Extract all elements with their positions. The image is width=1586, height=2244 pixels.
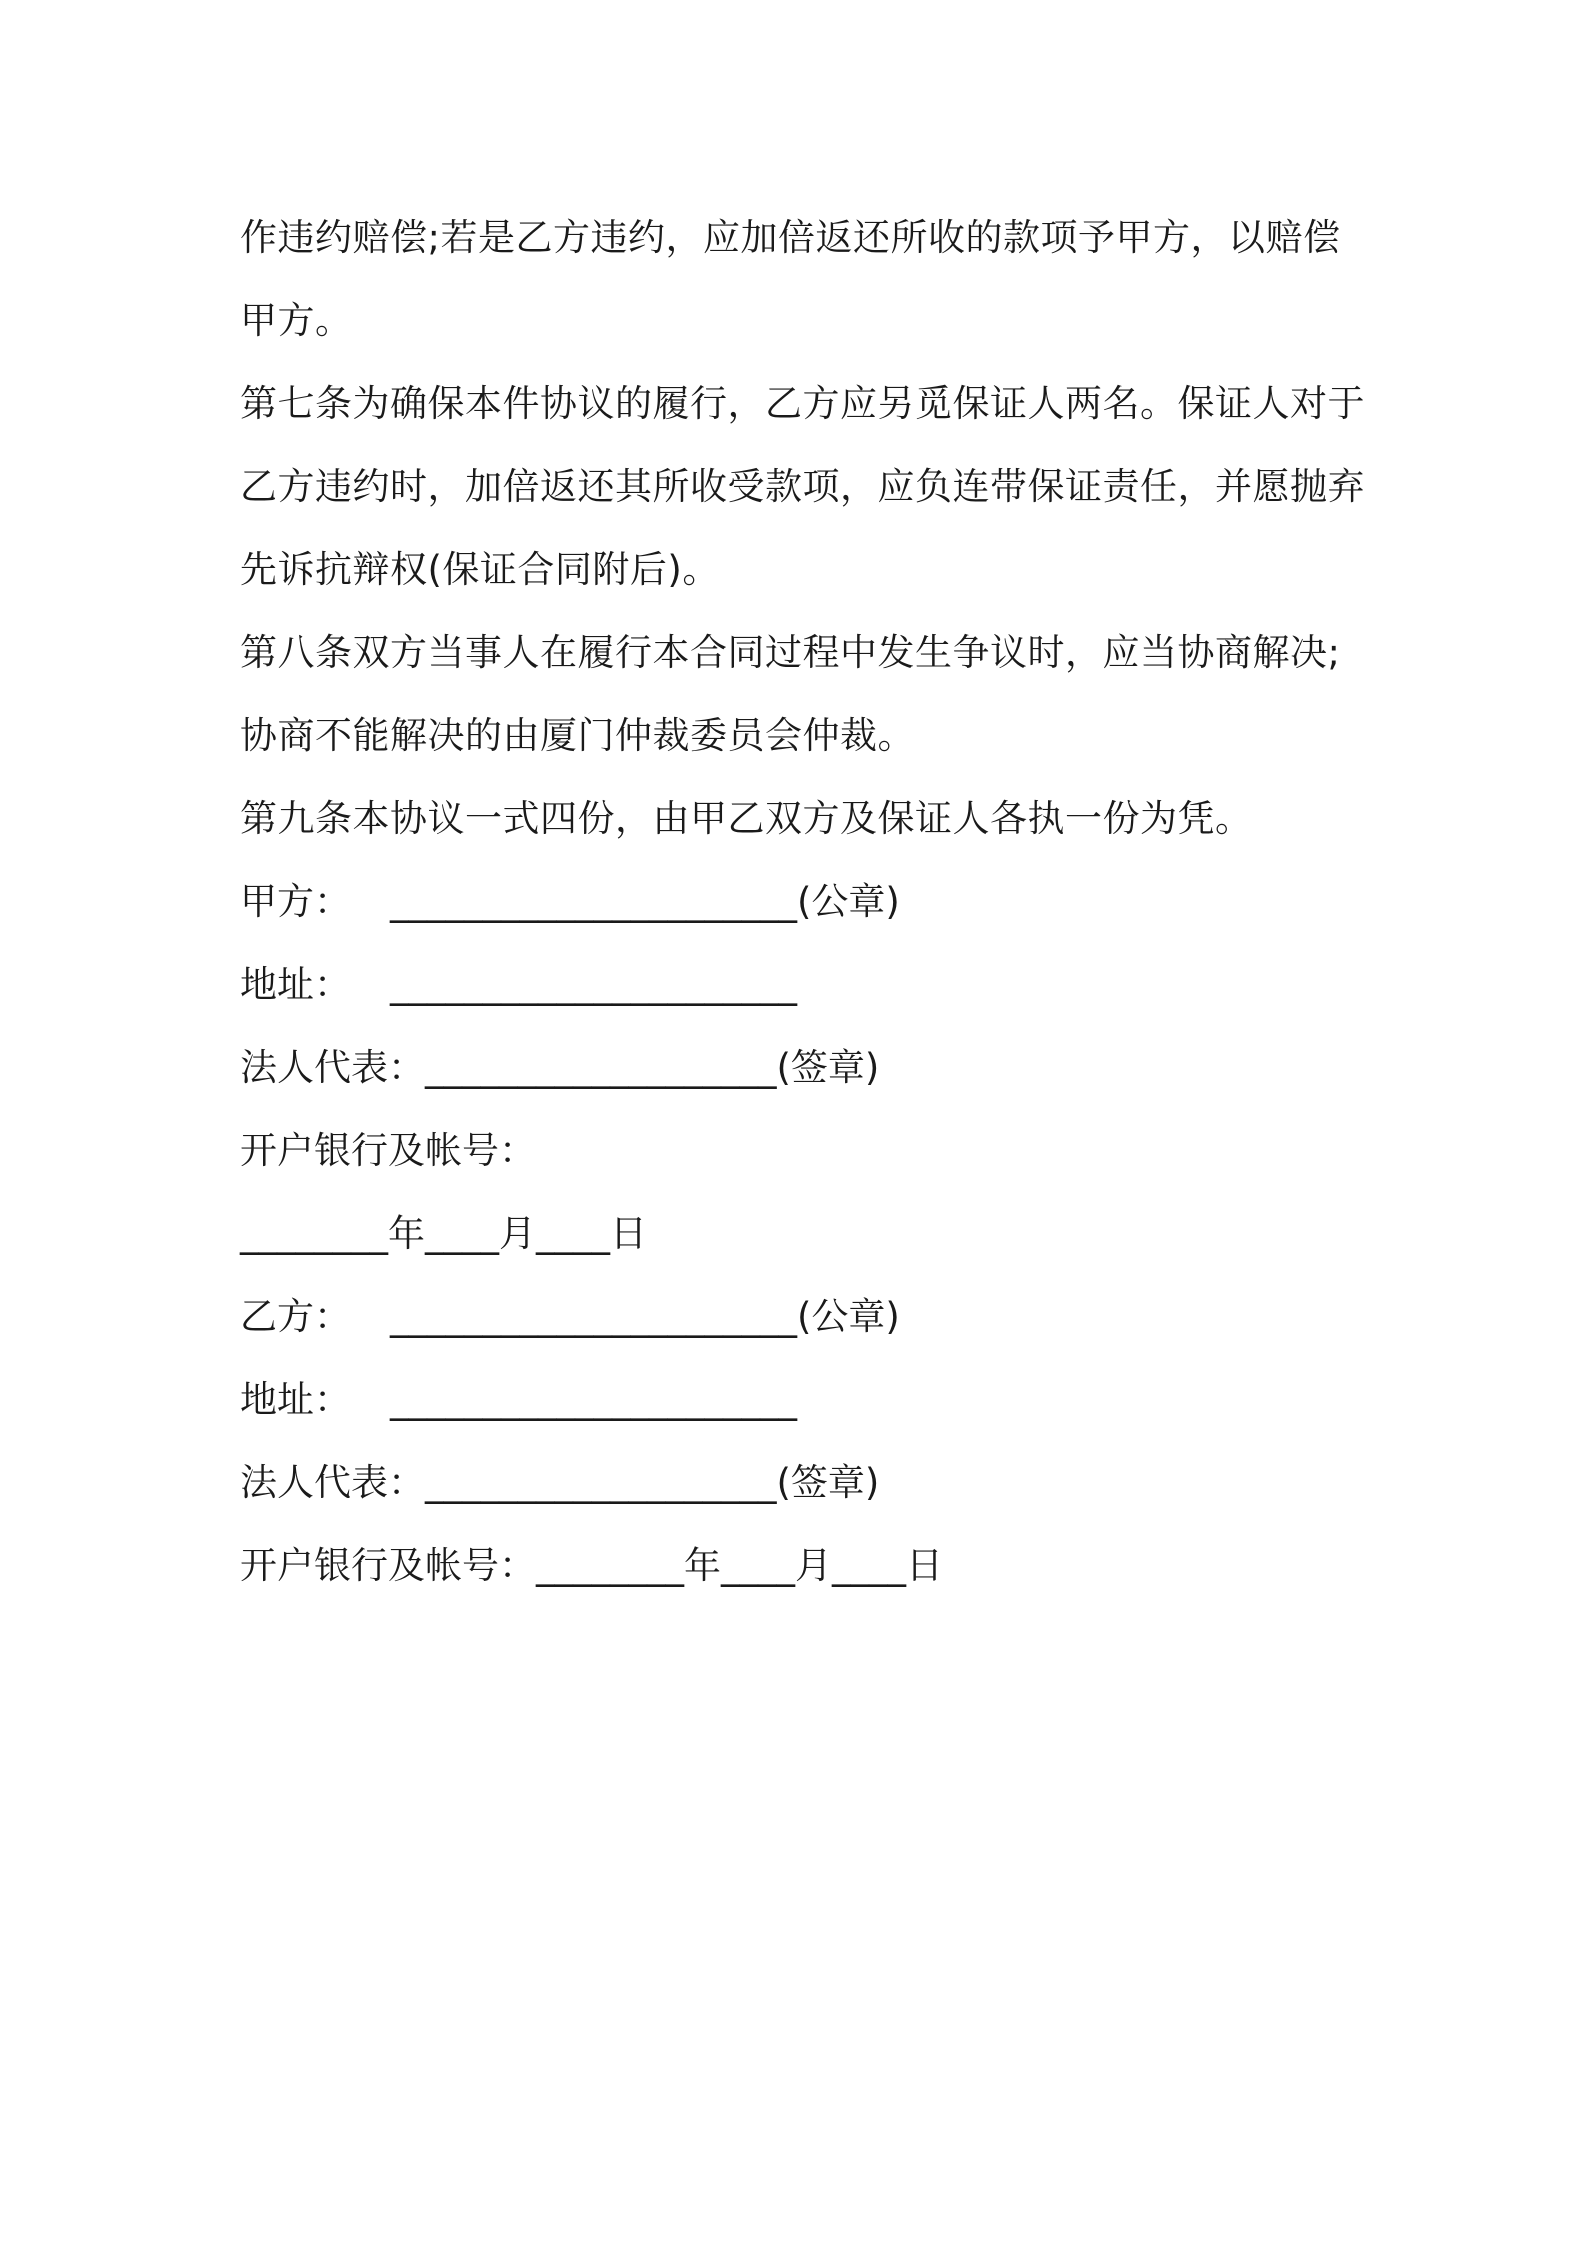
party-a-bank-label: 开户银行及帐号： (240, 1129, 536, 1172)
party-a-name-blank: ______________________ (390, 880, 797, 923)
party-a-address-blank: ______________________ (390, 963, 797, 1006)
party-b-address-row (240, 1358, 1360, 1441)
document-body (240, 196, 1365, 1607)
party-a-day-label: 日 (610, 1212, 647, 1255)
paragraph-line: 甲方。 (240, 299, 353, 342)
party-b-month-blank: ____ (721, 1544, 795, 1587)
party-a-signature-note: (签章) (776, 1046, 880, 1089)
party-a-address-label: 地址： (240, 963, 351, 1006)
party-b-name-label: 乙方： (240, 1295, 351, 1338)
party-a-year-blank: ________ (240, 1212, 388, 1255)
party-b-bank-date-row (240, 1524, 1360, 1607)
party-a-month-label: 月 (499, 1212, 536, 1255)
party-a-bank-row (240, 1109, 1360, 1192)
party-b-year-blank: ________ (536, 1544, 684, 1587)
party-a-name-row (240, 860, 1360, 943)
article-seven-line: 第七条为确保本件协议的履行，乙方应另觅保证人两名。保证人对于 (240, 382, 1365, 425)
party-b-seal-note: (公章) (797, 1295, 900, 1338)
party-a-name-label: 甲方： (240, 880, 351, 923)
article-eight-line: 第八条双方当事人在履行本合同过程中发生争议时，应当协商解决; (240, 631, 1341, 674)
party-a-rep-label: 法人代表： (240, 1046, 425, 1089)
party-b-name-row (240, 1275, 1360, 1358)
party-a-month-blank: ____ (425, 1212, 499, 1255)
party-a-seal-note: (公章) (797, 880, 900, 923)
party-b-rep-label: 法人代表： (240, 1461, 425, 1504)
party-b-month-label: 月 (795, 1544, 832, 1587)
party-a-address-row (240, 943, 1360, 1026)
paragraph-line: 作违约赔偿;若是乙方违约，应加倍返还所收的款项予甲方，以赔偿 (240, 216, 1341, 259)
paragraph-line: 协商不能解决的由厦门仲裁委员会仲裁。 (240, 714, 915, 757)
party-b-day-label: 日 (906, 1544, 943, 1587)
paragraph-line: 乙方违约时，加倍返还其所收受款项，应负连带保证责任，并愿抛弃 (240, 465, 1365, 508)
party-b-rep-blank: ___________________ (425, 1461, 777, 1504)
party-b-year-label: 年 (684, 1544, 721, 1587)
paragraph-line: 先诉抗辩权(保证合同附后)。 (240, 548, 720, 591)
party-b-name-blank: ______________________ (390, 1295, 797, 1338)
party-b-rep-row (240, 1441, 1360, 1524)
party-a-date-row (240, 1192, 1360, 1275)
party-a-day-blank: ____ (536, 1212, 610, 1255)
party-b-address-label: 地址： (240, 1378, 351, 1421)
party-a-rep-row (240, 1026, 1360, 1109)
party-a-rep-blank: ___________________ (425, 1046, 777, 1089)
party-b-day-blank: ____ (832, 1544, 906, 1587)
party-b-bank-label: 开户银行及帐号： (240, 1544, 536, 1587)
party-b-address-blank: ______________________ (390, 1378, 797, 1421)
party-a-year-label: 年 (388, 1212, 425, 1255)
article-nine-line: 第九条本协议一式四份，由甲乙双方及保证人各执一份为凭。 (240, 797, 1253, 840)
party-b-signature-note: (签章) (776, 1461, 880, 1504)
